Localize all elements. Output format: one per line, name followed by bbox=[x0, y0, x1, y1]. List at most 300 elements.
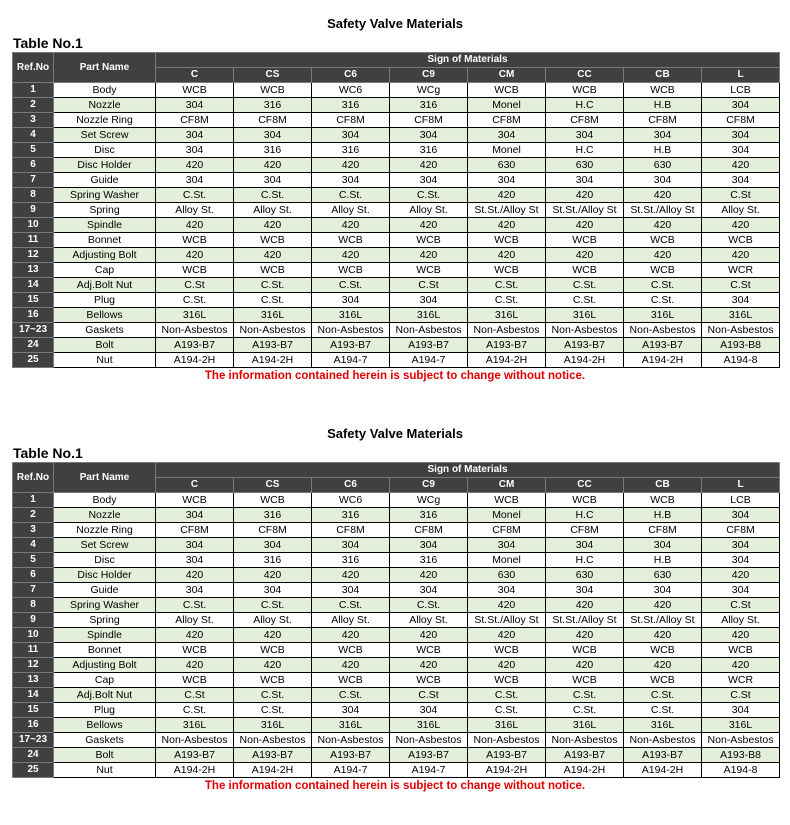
material-cell: H.C bbox=[546, 98, 624, 113]
table-row bbox=[13, 323, 780, 338]
material-cell: Non-Asbestos bbox=[468, 323, 546, 338]
table-row bbox=[13, 748, 780, 763]
ref-no-cell: 14 bbox=[13, 688, 54, 703]
table-row bbox=[13, 293, 780, 308]
material-cell: 420 bbox=[390, 218, 468, 233]
material-cell: 304 bbox=[702, 508, 780, 523]
material-cell: Monel bbox=[468, 143, 546, 158]
material-cell: St.St./Alloy St bbox=[546, 613, 624, 628]
material-cell: 304 bbox=[702, 703, 780, 718]
material-cell: 304 bbox=[546, 128, 624, 143]
part-name-cell: Bellows bbox=[54, 308, 156, 323]
material-cell: 630 bbox=[468, 158, 546, 173]
material-cell: A193-B7 bbox=[156, 748, 234, 763]
material-cell: 304 bbox=[234, 538, 312, 553]
material-cell: WCB bbox=[546, 263, 624, 278]
material-cell: Non-Asbestos bbox=[234, 323, 312, 338]
header-material: CB bbox=[624, 478, 702, 493]
material-cell: 304 bbox=[390, 173, 468, 188]
material-cell: A193-B7 bbox=[468, 338, 546, 353]
part-name-cell: Disc Holder bbox=[54, 568, 156, 583]
material-cell: 316 bbox=[312, 553, 390, 568]
material-cell: St.St./Alloy St bbox=[546, 203, 624, 218]
material-cell: 316L bbox=[468, 718, 546, 733]
material-cell: 304 bbox=[390, 128, 468, 143]
part-name-cell: Bellows bbox=[54, 718, 156, 733]
table-row bbox=[13, 353, 780, 368]
header-material: L bbox=[702, 478, 780, 493]
material-cell: St.St./Alloy St bbox=[468, 203, 546, 218]
part-name-cell: Spring bbox=[54, 203, 156, 218]
material-cell: C.St bbox=[156, 278, 234, 293]
material-cell: 316 bbox=[312, 508, 390, 523]
material-cell: C.St. bbox=[156, 293, 234, 308]
material-cell: 420 bbox=[468, 628, 546, 643]
table-row bbox=[13, 113, 780, 128]
ref-no-cell: 7 bbox=[13, 583, 54, 598]
material-cell: CF8M bbox=[312, 523, 390, 538]
part-name-cell: Spring Washer bbox=[54, 598, 156, 613]
header-material: L bbox=[702, 68, 780, 83]
header-material: C6 bbox=[312, 68, 390, 83]
material-cell: 304 bbox=[468, 583, 546, 598]
material-cell: 304 bbox=[468, 128, 546, 143]
material-cell: H.C bbox=[546, 143, 624, 158]
material-cell: WCB bbox=[390, 673, 468, 688]
table-number: Table No.1 bbox=[13, 35, 83, 51]
material-cell: C.St. bbox=[312, 188, 390, 203]
material-cell: A193-B7 bbox=[156, 338, 234, 353]
material-cell: WCB bbox=[390, 233, 468, 248]
material-cell: A194-2H bbox=[156, 763, 234, 778]
material-cell: Non-Asbestos bbox=[624, 733, 702, 748]
material-cell: 420 bbox=[624, 598, 702, 613]
ref-no-cell: 10 bbox=[13, 628, 54, 643]
material-cell: A194-8 bbox=[702, 353, 780, 368]
material-cell: WCB bbox=[234, 643, 312, 658]
material-cell: A193-B7 bbox=[390, 338, 468, 353]
material-cell: 304 bbox=[312, 173, 390, 188]
material-cell: 630 bbox=[546, 158, 624, 173]
material-cell: C.St. bbox=[624, 278, 702, 293]
material-cell: 630 bbox=[468, 568, 546, 583]
part-name-cell: Adjusting Bolt bbox=[54, 658, 156, 673]
material-cell: A193-B7 bbox=[312, 748, 390, 763]
table-row bbox=[13, 583, 780, 598]
material-cell: C.St bbox=[390, 278, 468, 293]
header-material: CS bbox=[234, 68, 312, 83]
part-name-cell: Disc Holder bbox=[54, 158, 156, 173]
ref-no-cell: 8 bbox=[13, 598, 54, 613]
material-cell: WCR bbox=[702, 673, 780, 688]
material-cell: 420 bbox=[390, 658, 468, 673]
material-cell: 420 bbox=[312, 158, 390, 173]
material-cell: 420 bbox=[702, 158, 780, 173]
material-cell: 316 bbox=[312, 143, 390, 158]
material-cell: 304 bbox=[156, 143, 234, 158]
material-cell: 316L bbox=[546, 308, 624, 323]
part-name-cell: Nozzle bbox=[54, 98, 156, 113]
material-cell: WCB bbox=[546, 643, 624, 658]
part-name-cell: Disc bbox=[54, 143, 156, 158]
materials-table bbox=[12, 462, 780, 778]
material-cell: 420 bbox=[546, 658, 624, 673]
material-cell: 316L bbox=[390, 308, 468, 323]
material-cell: CF8M bbox=[546, 113, 624, 128]
material-cell: Non-Asbestos bbox=[624, 323, 702, 338]
ref-no-cell: 15 bbox=[13, 293, 54, 308]
material-cell: 420 bbox=[702, 218, 780, 233]
material-cell: Alloy St. bbox=[390, 203, 468, 218]
material-cell: CF8M bbox=[390, 523, 468, 538]
material-cell: Non-Asbestos bbox=[702, 323, 780, 338]
material-cell: 304 bbox=[390, 703, 468, 718]
material-cell: A194-7 bbox=[312, 353, 390, 368]
material-cell: C.St. bbox=[546, 703, 624, 718]
material-cell: 304 bbox=[702, 553, 780, 568]
material-cell: 316L bbox=[546, 718, 624, 733]
material-cell: Non-Asbestos bbox=[546, 323, 624, 338]
part-name-cell: Bolt bbox=[54, 748, 156, 763]
material-cell: 420 bbox=[624, 628, 702, 643]
table-row bbox=[13, 493, 780, 508]
material-cell: A193-B7 bbox=[546, 338, 624, 353]
ref-no-cell: 3 bbox=[13, 113, 54, 128]
material-cell: 420 bbox=[156, 568, 234, 583]
material-cell: WCB bbox=[702, 643, 780, 658]
material-cell: Alloy St. bbox=[312, 613, 390, 628]
table-row bbox=[13, 688, 780, 703]
material-cell: WCB bbox=[624, 263, 702, 278]
material-cell: 420 bbox=[312, 218, 390, 233]
material-cell: 420 bbox=[156, 628, 234, 643]
material-cell: WCB bbox=[156, 643, 234, 658]
material-cell: Monel bbox=[468, 98, 546, 113]
table-row bbox=[13, 613, 780, 628]
material-cell: 420 bbox=[624, 658, 702, 673]
material-cell: 420 bbox=[624, 188, 702, 203]
material-cell: Alloy St. bbox=[156, 203, 234, 218]
material-cell: 316 bbox=[234, 508, 312, 523]
material-cell: A194-2H bbox=[468, 353, 546, 368]
disclaimer-note: The information contained herein is subject to change without notice. bbox=[204, 780, 586, 792]
material-cell: WCB bbox=[624, 83, 702, 98]
part-name-cell: Plug bbox=[54, 703, 156, 718]
material-cell: 420 bbox=[390, 158, 468, 173]
ref-no-cell: 10 bbox=[13, 218, 54, 233]
material-cell: WC6 bbox=[312, 493, 390, 508]
material-cell: 316L bbox=[156, 718, 234, 733]
material-cell: WCB bbox=[390, 263, 468, 278]
material-cell: Alloy St. bbox=[390, 613, 468, 628]
material-cell: 304 bbox=[624, 583, 702, 598]
material-cell: 304 bbox=[702, 98, 780, 113]
material-cell: WCB bbox=[390, 643, 468, 658]
material-cell: A193-B7 bbox=[390, 748, 468, 763]
material-cell: CF8M bbox=[156, 523, 234, 538]
material-cell: 420 bbox=[234, 218, 312, 233]
header-material: C9 bbox=[390, 68, 468, 83]
material-cell: C.St. bbox=[234, 598, 312, 613]
table-row bbox=[13, 233, 780, 248]
material-cell: 420 bbox=[468, 218, 546, 233]
material-cell: 420 bbox=[390, 248, 468, 263]
material-cell: C.St. bbox=[156, 598, 234, 613]
material-cell: WCB bbox=[312, 673, 390, 688]
material-cell: 304 bbox=[468, 173, 546, 188]
material-cell: Monel bbox=[468, 553, 546, 568]
material-cell: C.St. bbox=[234, 188, 312, 203]
table-row bbox=[13, 553, 780, 568]
table-row bbox=[13, 143, 780, 158]
material-cell: CF8M bbox=[234, 523, 312, 538]
material-cell: 304 bbox=[312, 128, 390, 143]
material-cell: CF8M bbox=[312, 113, 390, 128]
header-material: C bbox=[156, 478, 234, 493]
ref-no-cell: 8 bbox=[13, 188, 54, 203]
material-cell: 304 bbox=[234, 173, 312, 188]
material-cell: 316L bbox=[702, 718, 780, 733]
material-cell: H.B bbox=[624, 508, 702, 523]
table-row bbox=[13, 658, 780, 673]
material-cell: WCR bbox=[702, 263, 780, 278]
table-row bbox=[13, 523, 780, 538]
header-material: CM bbox=[468, 478, 546, 493]
material-cell: A194-7 bbox=[312, 763, 390, 778]
material-cell: 304 bbox=[624, 538, 702, 553]
ref-no-cell: 17~23 bbox=[13, 323, 54, 338]
table-row bbox=[13, 83, 780, 98]
material-cell: 316 bbox=[390, 98, 468, 113]
material-cell: A194-2H bbox=[624, 763, 702, 778]
material-cell: 304 bbox=[702, 293, 780, 308]
material-cell: A193-B7 bbox=[312, 338, 390, 353]
ref-no-cell: 2 bbox=[13, 508, 54, 523]
material-cell: 304 bbox=[390, 538, 468, 553]
material-cell: 420 bbox=[156, 218, 234, 233]
part-name-cell: Nut bbox=[54, 353, 156, 368]
material-cell: A194-2H bbox=[546, 763, 624, 778]
material-cell: WCB bbox=[312, 233, 390, 248]
material-cell: Non-Asbestos bbox=[390, 733, 468, 748]
material-cell: 304 bbox=[156, 173, 234, 188]
material-cell: WCB bbox=[234, 83, 312, 98]
material-cell: H.B bbox=[624, 143, 702, 158]
material-cell: 316L bbox=[702, 308, 780, 323]
material-cell: C.St bbox=[156, 688, 234, 703]
material-cell: C.St. bbox=[312, 598, 390, 613]
material-cell: CF8M bbox=[624, 523, 702, 538]
material-cell: 304 bbox=[156, 508, 234, 523]
material-cell: 304 bbox=[312, 538, 390, 553]
material-cell: WCB bbox=[468, 643, 546, 658]
material-cell: Non-Asbestos bbox=[546, 733, 624, 748]
material-cell: C.St. bbox=[546, 278, 624, 293]
ref-no-cell: 14 bbox=[13, 278, 54, 293]
header-material: C9 bbox=[390, 478, 468, 493]
material-cell: A193-B7 bbox=[234, 338, 312, 353]
material-cell: St.St./Alloy St bbox=[624, 203, 702, 218]
part-name-cell: Spring bbox=[54, 613, 156, 628]
material-cell: Alloy St. bbox=[312, 203, 390, 218]
material-cell: WCB bbox=[468, 493, 546, 508]
material-cell: A194-2H bbox=[234, 763, 312, 778]
table-row bbox=[13, 673, 780, 688]
material-cell: C.St bbox=[702, 598, 780, 613]
material-cell: A193-B7 bbox=[624, 338, 702, 353]
material-cell: 420 bbox=[546, 218, 624, 233]
table-row bbox=[13, 703, 780, 718]
material-cell: 304 bbox=[234, 128, 312, 143]
material-cell: CF8M bbox=[546, 523, 624, 538]
material-cell: 420 bbox=[156, 248, 234, 263]
material-cell: 316 bbox=[312, 98, 390, 113]
ref-no-cell: 24 bbox=[13, 338, 54, 353]
table-row bbox=[13, 733, 780, 748]
header-material: CB bbox=[624, 68, 702, 83]
ref-no-cell: 9 bbox=[13, 203, 54, 218]
material-cell: 316L bbox=[390, 718, 468, 733]
material-cell: H.C bbox=[546, 508, 624, 523]
material-cell: WCB bbox=[624, 673, 702, 688]
material-cell: CF8M bbox=[390, 113, 468, 128]
material-cell: Alloy St. bbox=[702, 613, 780, 628]
material-cell: 304 bbox=[702, 173, 780, 188]
material-cell: 316L bbox=[468, 308, 546, 323]
material-cell: C.St. bbox=[624, 703, 702, 718]
table-row bbox=[13, 308, 780, 323]
table-row bbox=[13, 248, 780, 263]
material-cell: 420 bbox=[234, 158, 312, 173]
part-name-cell: Plug bbox=[54, 293, 156, 308]
material-cell: C.St. bbox=[546, 293, 624, 308]
table-row bbox=[13, 763, 780, 778]
material-cell: 420 bbox=[702, 628, 780, 643]
header-part-name: Part Name bbox=[54, 463, 156, 493]
header-material: C bbox=[156, 68, 234, 83]
table-row bbox=[13, 278, 780, 293]
material-cell: WCB bbox=[156, 493, 234, 508]
material-cell: A194-2H bbox=[468, 763, 546, 778]
ref-no-cell: 7 bbox=[13, 173, 54, 188]
material-cell: Alloy St. bbox=[234, 203, 312, 218]
material-cell: 420 bbox=[312, 568, 390, 583]
ref-no-cell: 13 bbox=[13, 263, 54, 278]
part-name-cell: Guide bbox=[54, 583, 156, 598]
material-cell: 304 bbox=[624, 173, 702, 188]
material-cell: 420 bbox=[468, 248, 546, 263]
material-cell: 420 bbox=[546, 598, 624, 613]
material-cell: WCB bbox=[468, 673, 546, 688]
material-cell: WCB bbox=[624, 233, 702, 248]
material-cell: 316L bbox=[624, 308, 702, 323]
material-cell: 420 bbox=[312, 628, 390, 643]
material-cell: 304 bbox=[390, 293, 468, 308]
material-cell: 420 bbox=[702, 568, 780, 583]
header-material: CS bbox=[234, 478, 312, 493]
material-cell: C.St bbox=[390, 688, 468, 703]
ref-no-cell: 4 bbox=[13, 128, 54, 143]
ref-no-cell: 4 bbox=[13, 538, 54, 553]
part-name-cell: Guide bbox=[54, 173, 156, 188]
material-cell: Monel bbox=[468, 508, 546, 523]
material-cell: C.St bbox=[702, 188, 780, 203]
material-cell: 420 bbox=[312, 658, 390, 673]
material-cell: A194-2H bbox=[156, 353, 234, 368]
header-ref-no: Ref.No bbox=[13, 463, 54, 493]
material-cell: 420 bbox=[234, 628, 312, 643]
material-cell: Non-Asbestos bbox=[702, 733, 780, 748]
material-cell: 420 bbox=[702, 248, 780, 263]
table-row bbox=[13, 128, 780, 143]
material-cell: 316L bbox=[156, 308, 234, 323]
material-cell: 630 bbox=[624, 158, 702, 173]
material-cell: WCB bbox=[624, 643, 702, 658]
material-cell: WCB bbox=[312, 263, 390, 278]
material-cell: A194-2H bbox=[546, 353, 624, 368]
material-cell: 304 bbox=[312, 703, 390, 718]
header-material: CM bbox=[468, 68, 546, 83]
material-cell: WCB bbox=[546, 83, 624, 98]
material-cell: Alloy St. bbox=[234, 613, 312, 628]
material-cell: C.St. bbox=[312, 278, 390, 293]
material-cell: 304 bbox=[702, 143, 780, 158]
part-name-cell: Cap bbox=[54, 673, 156, 688]
material-cell: A194-7 bbox=[390, 353, 468, 368]
material-cell: 316L bbox=[234, 718, 312, 733]
material-cell: C.St. bbox=[468, 293, 546, 308]
materials-block-2 bbox=[0, 424, 790, 794]
material-cell: CF8M bbox=[702, 523, 780, 538]
material-cell: Non-Asbestos bbox=[156, 323, 234, 338]
material-cell: C.St. bbox=[468, 703, 546, 718]
ref-no-cell: 5 bbox=[13, 553, 54, 568]
material-cell: C.St. bbox=[390, 188, 468, 203]
table-row bbox=[13, 538, 780, 553]
material-cell: C.St. bbox=[468, 688, 546, 703]
material-cell: A193-B7 bbox=[234, 748, 312, 763]
material-cell: WCB bbox=[234, 263, 312, 278]
material-cell: 316L bbox=[312, 718, 390, 733]
table-row bbox=[13, 628, 780, 643]
header-sign-of-materials: Sign of Materials bbox=[156, 53, 780, 68]
table-body bbox=[13, 83, 780, 368]
header-material: CC bbox=[546, 478, 624, 493]
material-cell: C.St. bbox=[624, 688, 702, 703]
material-cell: WCB bbox=[156, 673, 234, 688]
table-row bbox=[13, 203, 780, 218]
table-row bbox=[13, 173, 780, 188]
table-row bbox=[13, 643, 780, 658]
table-row bbox=[13, 98, 780, 113]
material-cell: C.St. bbox=[234, 703, 312, 718]
material-cell: 420 bbox=[468, 658, 546, 673]
part-name-cell: Spring Washer bbox=[54, 188, 156, 203]
material-cell: Non-Asbestos bbox=[156, 733, 234, 748]
header-material: CC bbox=[546, 68, 624, 83]
material-cell: WCB bbox=[156, 263, 234, 278]
material-cell: 304 bbox=[390, 583, 468, 598]
material-cell: 304 bbox=[156, 128, 234, 143]
material-cell: CF8M bbox=[156, 113, 234, 128]
table-number: Table No.1 bbox=[13, 445, 83, 461]
material-cell: WCB bbox=[546, 493, 624, 508]
material-cell: H.C bbox=[546, 553, 624, 568]
material-cell: 420 bbox=[234, 248, 312, 263]
ref-no-cell: 3 bbox=[13, 523, 54, 538]
material-cell: Non-Asbestos bbox=[390, 323, 468, 338]
part-name-cell: Adj.Bolt Nut bbox=[54, 688, 156, 703]
